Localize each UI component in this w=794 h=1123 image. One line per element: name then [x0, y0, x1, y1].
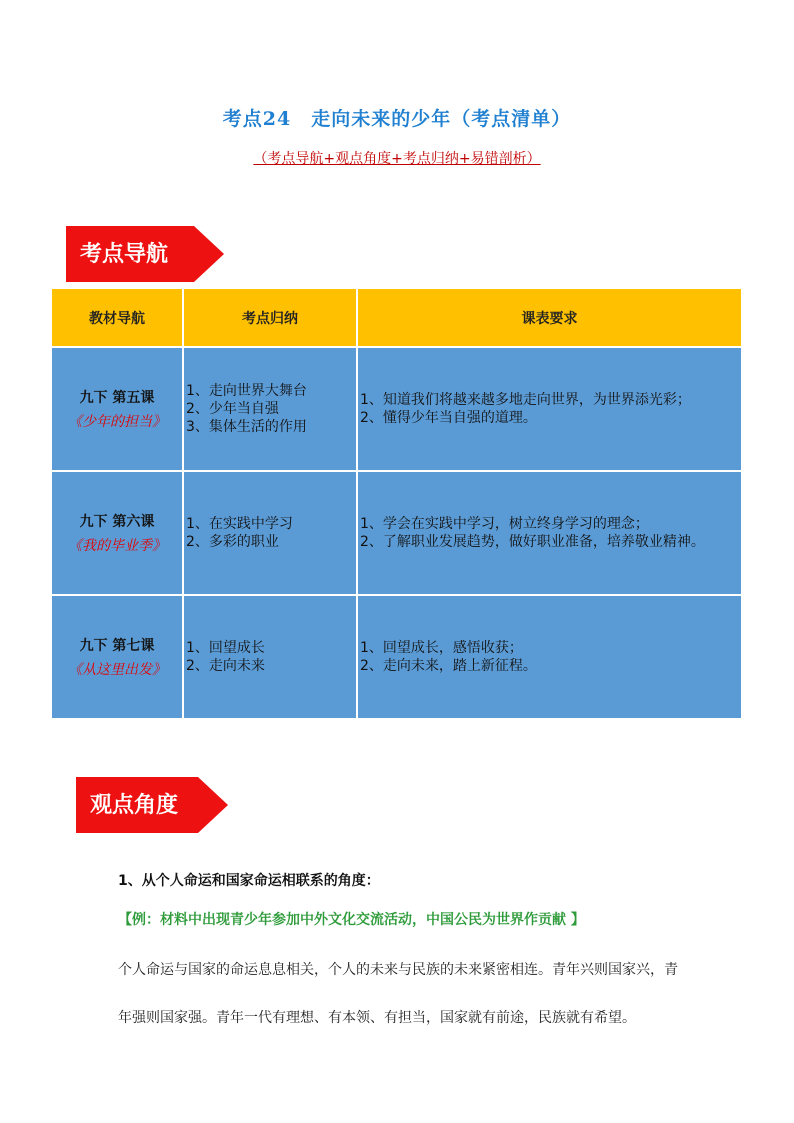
table-header-cell: 考点归纳	[184, 289, 356, 346]
table-row	[52, 472, 741, 594]
requirements-cell	[358, 596, 741, 718]
point-item: 2、走向未来	[186, 658, 265, 674]
point-item: 3、集体生活的作用	[186, 419, 307, 435]
requirements-cell	[358, 472, 741, 594]
table-row	[52, 348, 741, 470]
point-item: 1、回望成长	[186, 640, 265, 656]
table-header-cell: 教材导航	[52, 289, 182, 346]
course-title: 《我的毕业季》	[68, 538, 166, 554]
requirements-cell	[358, 348, 741, 470]
course-name: 九下 第五课	[79, 390, 155, 406]
requirement-item: 2、了解职业发展趋势，做好职业准备，培养敬业精神。	[360, 534, 705, 550]
points-cell	[184, 596, 356, 718]
point-item: 1、在实践中学习	[186, 516, 293, 532]
requirement-item: 2、走向未来，踏上新征程。	[360, 658, 537, 674]
course-cell	[52, 596, 182, 718]
point-item: 2、少年当自强	[186, 401, 279, 417]
points-cell	[184, 348, 356, 470]
table-header-cell: 课表要求	[358, 289, 741, 346]
table-row	[52, 596, 741, 718]
course-title: 《少年的担当》	[68, 414, 166, 430]
table-header-row	[52, 289, 741, 346]
viewpoint-heading: 1、从个人命运和国家命运相联系的角度：	[118, 873, 380, 889]
viewpoint-example: 【例：材料中出现青少年参加中外文化交流活动，中国公民为世界作贡献 】	[118, 912, 585, 928]
course-cell	[52, 472, 182, 594]
course-cell	[52, 348, 182, 470]
section-banner-nav	[66, 226, 226, 282]
course-title: 《从这里出发》	[68, 662, 166, 678]
points-cell	[184, 472, 356, 594]
page-subtitle	[0, 148, 794, 168]
requirement-item: 2、懂得少年当自强的道理。	[360, 410, 537, 426]
banner-viewpoint-label: 观点角度	[90, 793, 179, 818]
banner-nav-label: 考点导航	[80, 242, 169, 267]
requirement-item: 1、回望成长，感悟收获；	[360, 640, 523, 656]
requirement-item: 1、学会在实践中学习，树立终身学习的理念；	[360, 516, 649, 532]
subtitle-text: （考点导航+观点角度+考点归纳+易错剖析）	[253, 151, 541, 167]
requirement-item: 1、知道我们将越来越多地走向世界，为世界添光彩；	[360, 392, 691, 408]
section-banner-viewpoint	[76, 777, 236, 833]
point-item: 2、多彩的职业	[186, 534, 279, 550]
page-title: 考点24 走向未来的少年（考点清单）	[222, 108, 572, 130]
course-name: 九下 第六课	[79, 514, 155, 530]
viewpoint-body: 个人命运与国家的命运息息相关，个人的未来与民族的未来紧密相连。青年兴则国家兴，青年强则国家强。青年一代有理想、有本领、有担当，国家就有前途，民族就有希望。	[118, 962, 678, 1026]
course-name: 九下 第七课	[79, 638, 155, 654]
nav-table	[50, 287, 743, 720]
point-item: 1、走向世界大舞台	[186, 383, 307, 399]
